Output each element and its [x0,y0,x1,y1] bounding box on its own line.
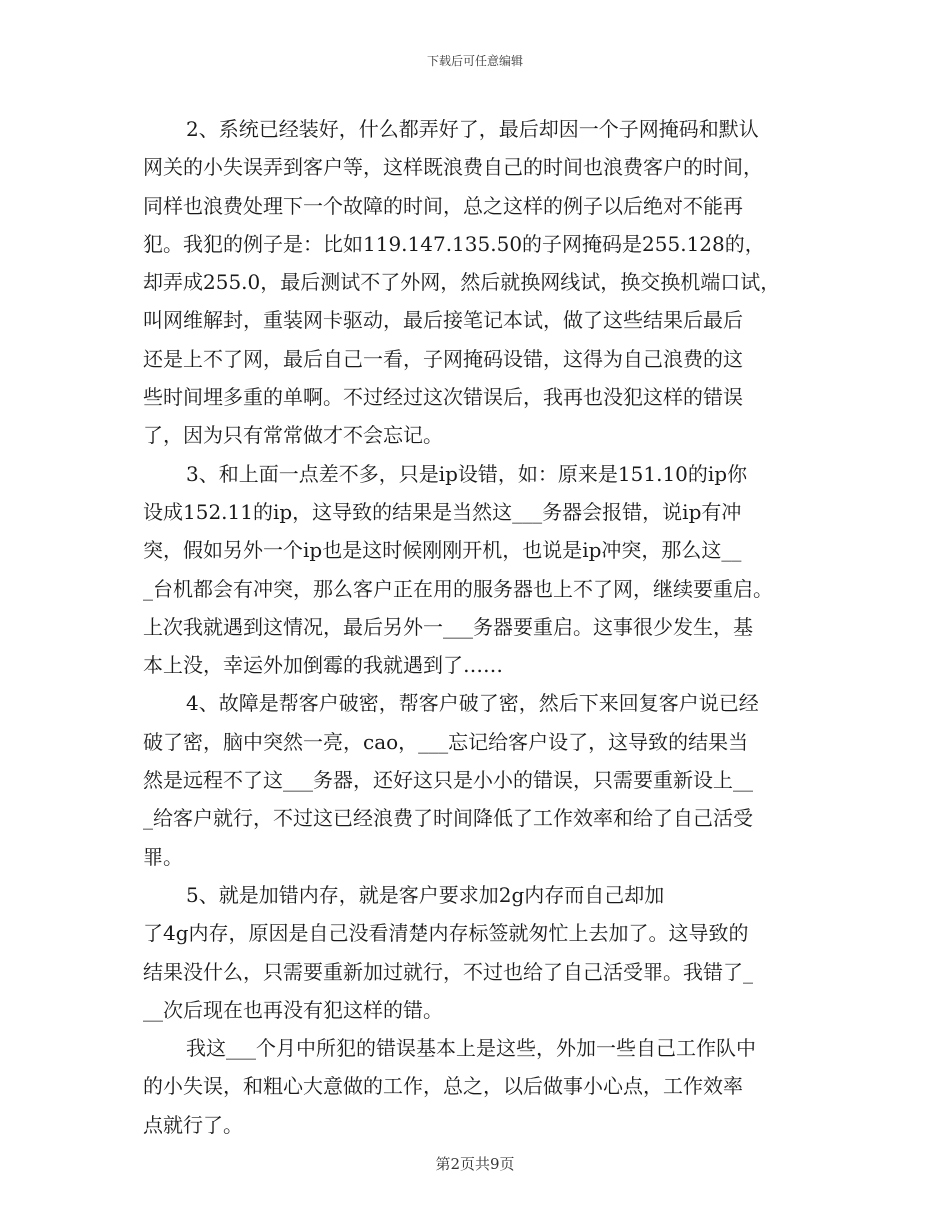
paragraph-5 [143,876,823,1029]
text-line: 4、故障是帮客户破密，帮客户破了密，然后下来回复客户说已经 [186,691,759,716]
text-line: 罪。 [143,844,183,869]
text-line: 了4g内存，原因是自己没看清楚内存标签就匆忙上去加了。这导致的 [143,921,749,946]
text-line: 上次我就遇到这情况，最后另外一___务器要重启。这事很少发生，基 [143,614,753,639]
text-line: 我这___个月中所犯的错误基本上是这些，外加一些自己工作队中 [186,1036,756,1061]
page-header: 下载后可任意编辑 [426,54,523,68]
text-line: 点就行了。 [143,1112,243,1137]
document-body [143,110,823,1144]
paragraph-summary [143,1029,823,1144]
text-line: 突，假如另外一个ip也是这时候刚刚开机，也说是ip冲突，那么这__ [143,538,742,563]
text-line: 犯。我犯的例子是：比如119.147.135.50的子网掩码是255.128的， [143,231,765,256]
text-line: 5、就是加错内存，就是客户要求加2g内存而自己却加 [186,882,665,907]
page-number: 第2页共9页 [435,1155,515,1173]
text-line: 却弄成255.0，最后测试不了外网，然后就换网线试，换交换机端口试， [143,270,781,295]
text-line: __次后现在也再没有犯这样的错。 [143,997,443,1022]
text-line: 设成152.11的ip，这导致的结果是当然这___务器会报错，说ip有冲 [143,499,742,524]
text-line: 了，因为只有常常做才不会忘记。 [143,423,443,448]
text-line: 然是远程不了这___务器，还好这只是小小的错误，只需要重新设上__ [143,768,753,793]
text-line: 叫网维解封，重装网卡驱动，最后接笔记本试，做了这些结果后最后 [143,308,743,333]
text-line: 些时间埋多重的单啊。不过经过这次错误后，我再也没犯这样的错误 [143,385,743,410]
paragraph-3 [143,455,823,685]
text-line: _给客户就行，不过这已经浪费了时间降低了工作效率和给了自己活受 [143,806,753,831]
text-line: 还是上不了网，最后自己一看，子网掩码设错，这得为自己浪费的这 [143,346,743,371]
text-line: 破了密，脑中突然一亮，cao，___忘记给客户设了，这导致的结果当 [143,729,749,754]
text-line: 同样也浪费处理下一个故障的时间，总之这样的例子以后绝对不能再 [143,193,743,218]
text-line: 本上没，幸运外加倒霉的我就遇到了…… [143,653,503,678]
text-line: 3、和上面一点差不多，只是ip设错，如：原来是151.10的ip你 [186,461,748,486]
paragraph-2 [143,110,823,455]
paragraph-4 [143,684,823,875]
text-line: 网关的小失误弄到客户等，这样既浪费自己的时间也浪费客户的时间， [143,155,763,180]
text-line: 结果没什么，只需要重新加过就行，不过也给了自己活受罪。我错了_ [143,959,753,984]
text-line: _台机都会有冲突，那么客户正在用的服务器也上不了网，继续要重启。 [143,576,773,601]
text-line: 2、系统已经装好，什么都弄好了，最后却因一个子网掩码和默认 [186,117,759,141]
text-line: 的小失误，和粗心大意做的工作，总之，以后做事小心点，工作效率 [143,1074,743,1099]
